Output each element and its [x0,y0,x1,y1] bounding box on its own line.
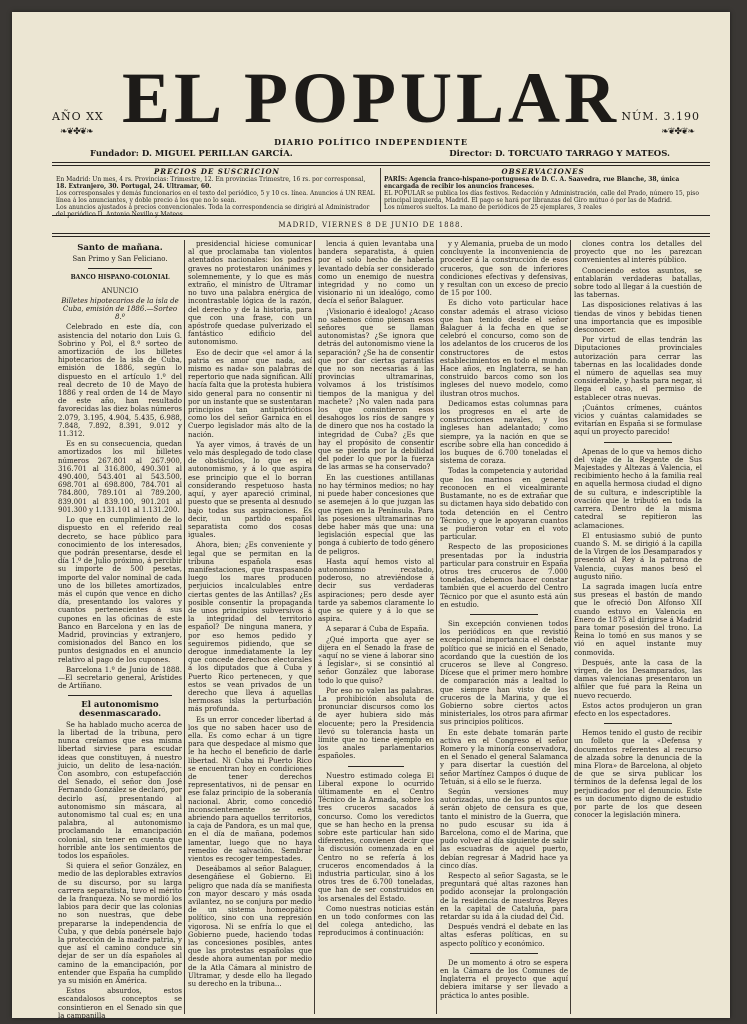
paragraph: Es en su consecuencia, quedan amortizados los mil billetes números 267.801 al 267.900, 316.701 al 316.800, 490.301 al 490.400, 543.401 al 543.500, 698.701 al 698.800, 784.701 al 784.800, 789.101 al 789.200, 839.001 al 839.100, 901.201 al 901.300 y 1.131.101 al 1.131.200. [58,440,182,514]
column-2 [188,240,312,1014]
divider [604,723,672,724]
column-divider [570,240,571,1014]
paragraph: Deseábamos al señor Balaguer, desengáñese el Gobierno. El peligro que nada día se manifiesta con mayor descaro y más osada avilantez, no se conjura por medio de un sistema homeopático político, sino con una represión vigorosa. Ni se enfría lo que el Gobierno puede, haciendo todas las concesiones posibles, antes que las protestas españolas que desde ahora aumentan por medio de la Atla Cámara al ministro de Ultramar, y desde ello ha llegado su derecho en la tribuna... [188,865,312,989]
newspaper-title: EL POPULAR [121,58,621,138]
founder-credit: Fundador: D. MIGUEL PERILLAN GARCÍA. [90,149,293,159]
observations-heading: OBSERVACIONES [501,167,585,176]
column-divider [184,240,185,1014]
paragraph: Todas la competencia y autoridad que los marinos en general reconocen en el vicealmirante Bustamante, no es de extrañar que su dictamen haya sido debatido con toda detención en el Centro Técnico, y que le apoyaran cuantos se pudieron votar en el voto particular. [440,467,568,542]
paragraph: Eso de decir que «el amor á la patria es amor que nada, así mismo es nada» son palabras de repertorio que nada significan. Allí hacía falta que la protesta hubiera sido general para no consentir ni por un instante que se sustentaran principios tan antipatrióticos como los del señor Garnica en el Cuerpo legislador más alto de la nación. [188,348,313,439]
observations-text: EL POPULAR se publica los días festivos. Redacción y Administración, calle del Prado, número 15, piso principal izquierda, Madrid. El pago se hará por libranzas del Giro mútuo ó por las de Madrid. [384,190,699,204]
bank-heading: BANCO HISPANO-COLONIAL [70,274,170,282]
paragraph: y y Alemania, prueba de un modo concluyente la inconveniencia de proceder á la construcción de esos cruceros, que son de inferiores condiciones efectivas y defensivas, y resultan con un exceso de precio de 15 por 100. [440,240,568,298]
divider [470,614,538,615]
article-heading: El autonomismo desenmascarado. [78,700,162,719]
paragraph: Después vendrá el debate en las altas esferas políticas, en su aspecto político y económico. [440,923,568,948]
paragraph: En este debate tomarán parte activa en el Congreso el señor Romero y la minoría conservadora, en el Senado el general Salamanca y para disertar la cuestión del señor Martínez Campos ó duque de Tetuán, si á ello se le fuerza. [440,728,568,786]
column-divider [314,240,315,1014]
paragraph: La sagrada imagen lucía entre sus preseas el bastón de mando que le ofreció Don Alfonso XII cuando estuvo en Valencia en Enero de 1875 al dirigirse á Madrid para tomar posesión del trono. La Reina lo tomó en sus manos y se vió en aquel instante muy conmovida. [574,582,702,657]
notice-heading: ANUNCIO [101,286,139,295]
subscription-prices [56,167,378,218]
paragraph: En las cuestiones antillanas no hay términos medios; no hay ni puede haber concesiones que se asemejen á lo que juzgan las que rigen en la Península. Para las posesiones ultramarinas no debe haber más que una: una legislación especial que las ponga á cubierto de todo género de peligros. [318,473,435,556]
saints-of-day: San Primo y San Feliciano. [72,255,168,264]
column-divider [436,240,437,1014]
divider [88,268,152,269]
paragraph: Estos absurdos, estos escandalosos conceptos se consintieron en el Senado sin que la campanilla [58,987,182,1020]
paragraph: Lo que en cumplimiento de lo dispuesto en el referido real decreto, se hace público para conocimiento de los interesados, que podrán presentarse, desde el día 1.º de Julio próximo, á percibir su importe de 500 pesetas, importe del valor nominal de cada uno de los billetes amortizados, más el cupón que vence en dicho día, presentando los valores y cuantos pertenecientes á sus cupones en las oficinas de este Banco en Barcelona y en las de Madrid, provincias y extranjero, comisionados del Banco en los puntos designados en el anuncio relativo al pago de los cupones. [58,516,182,664]
column-5 [574,240,702,1014]
observations-text: Los números sueltos. La mano de periódicos de 25 ejemplares, 3 reales [384,204,602,211]
paragraph: Según versiones muy autorizadas, uno de los puntos que serán objeto de censura es que, tanto el ministro de la Guerra, que no pudo escusar su ida á Barcelona, como el de Marina, que pudo volver al día siguiente de salir las escuadras de aquel puerto, debían regresar á Madrid hace ya cinco días. [440,788,568,870]
paragraph: Sin excepción convienen todos los periódicos en que revistió excepcional importancia el debate político que se inició en el Senado, acordando que la cuestión de los cruceros se lleve al Congreso. Dícese que el primer mero hombre de comparación más a lealtad lo que siempre han visto de los cruceros de la Marina, y que el Gobierno sobre ciertos actos ministeriales, los otros para afirmar sus principios políticos. [440,619,568,727]
observations-text: PARÍS: Agencia franco-hispano-portuguesa de D. C. A. Saavedra, rue Blanche, 38, única encargada de recibir los anuncios franceses. [384,176,680,190]
notice-subheading: Billetes hipotecarios de la isla de Cuba, emisión de 1886.—Sorteo 8.º [61,296,179,322]
masthead-rule-double [52,165,710,166]
paragraph: lencia á quien levantaba una bandera separatista, á quien por el solo hecho de haberla levantado debía ser considerado como un enemigo de nuestra integridad y no como un visionario ni un idealógo, como decía el señor Balaguer. [318,240,434,306]
newspaper-page [12,12,730,1018]
paragraph: ¡Visionario é idealogo! ¿Acaso no sabemos cómo piensan esos señores que se llaman autonomistas? ¿Se ignora que detrás del autonomismo viene la separación? ¿Se ha de consentir que por dar ciertas garantías que no son necesarias á las provincias ultramarinas, volvamos á los tristísimos tiempos de la manigua y del machete? ¡No valen nada para los que consintieron esos desahogos los ríos de sangre y de dinero que nos ha costado la integridad de Cuba? ¿Es que hay el propósito de consentir que se pierda por la debilidad del poder lo que por la fuerza de las armas se ha conservado? [318,307,434,472]
prices-heading: PRECIOS DE SUSCRICION [154,167,280,176]
paragraph: Hemos tenido el gusto de recibir un folleto que la «Defensa y documentos referentes al recurso de alzada sobre la denuncia de la mina Flora» de Barcelona, al objeto de que se sirva publicar los términos de la defensa legal de los perjudicados por el denuncio. Este es un documento digno de estudio por parte de los que deseen conocer la legislación minera. [574,729,702,820]
paragraph: De un momento á otro se espera en la Cámara de los Comunes de Inglaterra el proyecto que aquí debiera imitarse y ser llevado a práctica lo antes posible. [440,958,568,1000]
paragraph: Por eso no valen las palabras. La prohibición absoluta de pronunciar discursos como los de ayer hubiera sido más elocuente; pero la Presidencia llevó su tolerancia hasta un límite que no tiene ejemplo en los anales parlamentarios españoles. [318,686,434,761]
paragraph: Las disposiciones relativas á las tiendas de vinos y bebidas tienen una importancia que es imposible desconocer. [574,301,702,335]
year-label: AÑO XX [52,110,104,123]
paragraph: Ahora, bien; ¿Es conveniente y legal que se permitan en la tribuna española esas manifestaciones, que traspasando luego los mares producen perjuicios incalculables entre ciertas gentes de las Antillas? ¿Es posible consentir la propaganda de unos principios subversivos á la integridad del territorio español? De ninguna manera, y por eso hemos pedido y seguiremos pidiendo, que se derogue inmediatamente la ley que concede derechos electorales á los diputados que á Cuba y Puerto Rico pertenecen, y que estos se vean privados de un derecho que lleva á aquellas hermosas islas la perturbación más profunda. [188,541,312,714]
newspaper-subtitle: DIARIO POLÍTICO INDEPENDIENTE [274,137,468,147]
column-3 [318,240,434,1014]
paragraph: Ya ayer vimos, á través de un velo más desplegado de todo clase de obstáculos, lo que es el autonomismo, y á lo que aspira ese principio que el lo borran considerando respetuoso hasta aquí, y ayer apareció criminal, puesto que se presenta al desnudo bajo todas sus aspiraciones. Es decir, un partido español separatista como dos cosas iguales. [188,440,312,540]
prices-text: 18. Extranjero, 30. Portugal, 24. Ultramar, 60. [56,183,212,190]
column-1 [58,240,182,1020]
prices-text: En Madrid: Un mes, 4 rs. Provincias: Trimestre, 12. En provincias Trimestre, 16 rs. por corresponsal, [56,176,366,183]
dateline-rule-double [52,236,710,237]
paragraph: ¡Cuántos crímenes, cuántos vicios y cuántas calamidades se evitarían en España si se formulase aquí un proyecto parecido! [574,403,702,437]
paragraph: Barcelona 1.º de Junio de 1888.—El secretario general, Arístides de Artíñano. [58,665,182,691]
paragraph: Respecto de las proposiciones presentadas por la industria particular para construir en España otros tres cruceros de 7.000 toneladas, debemos hacer constar también que el acuerdo del Centro Técnico por que el asunto está aún en estudio. [440,543,568,609]
credits-line [90,149,670,159]
paragraph: clones contra los detalles del proyecto que no les parezcan convenientes al interés público. [574,240,702,265]
paragraph: Se ha hablado mucho acerca de la libertad de la tribuna, pero nunca creíamos que esa misma libertad sirviese para escudar ideas que constituyen, á nuestro juicio, un delito de lesa-nación. Con asombro, con estupefacción del Senado, el señor don José Fernando González se declaró, por decirlo así, presentando al autonomismo sin máscara, al autonomismo tal cual es; en una palabra, al autonomismo proclamando la emancipación colonial, sin tener en cuenta que horrible ante los sentimientos de todos los españoles. [58,720,182,861]
section-heading: Santo de mañana. [77,243,163,253]
paragraph: Es un error conceder libertad á los que no saben hacer uso de ella. Es como echar á un tigre para que despedace al mismo que le ha hecho el beneficio de darle libertad. Ni Cuba ni Puerto Rico se encuentran hoy en condiciones de tener derechos representativos, ni de pensar en ese falaz principio de la soberanía nacional. Abrir, como concedió inconscientemente se está abriendo para aquellos territorios, la caja de Pandora, es un mal que, en el día de mañana, podemos lamentar, luego que no haya remedio de salvación. Sembrar vientos es recoger tempestades. [188,715,312,864]
divider [470,953,538,954]
divider [348,766,404,767]
paragraph: Es dicho voto particular hace constar además el atraso vicioso que han tenido desde el señor Balaguer á la fecha en que se celebró el concurso, como son de los adelantos de los cruceros de los constructores de estos establecimientos en todo el mundo. Hace años, en Inglaterra, se han construido barcos como son los ingleses del nuevo modelo, como ilustran otros muchos. [440,299,568,398]
paragraph: Conociendo estos asuntos, se entablarán verdaderas batallas, sobre todo al llegar á la cuestión de las tabernas. [574,266,702,300]
paragraph: Apenas de lo que va hemos dicho del viaje de la Regente de Sus Majestades y Altezas á Valencia, el recibimiento hecho á la familia real en aquella hermosa ciudad el digno de su cultura, e indescriptible la ovación que le tributó en toda la carrera. Dentro de la misma catedral se repitieron las aclamaciones. [574,447,702,530]
dateline-rule [52,233,710,234]
prices-text: Los anuncios ajustados á precios convencionales. Toda la correspondencia se dirigirá al Administrador del periódico D. Antonio Nevillo y Mateos. [56,204,370,218]
ornament-right: ❧❦✤❦❧ [661,127,694,137]
paragraph: Dedicamos estas columnas para los progresos en el arte de construcciones navales, y los ingleses han adelantado; como siempre, ya la nación en que se escribe sobre ella han concedido á los buques de 6.700 toneladas el sistema de coraza. [440,399,568,466]
paragraph: Estos actos produjeron un gran efecto en los espectadores. [574,701,702,718]
prices-text: Los corresponsales y demás funcionarios en el texto del periódico, 5 y 10 cs. línea. Anuncios á UN REAL línea á los anunciantes, y doble precio á los que no lo sean. [56,190,375,204]
paragraph: A separar á Cuba de España. [326,625,430,634]
paragraph: Como nuestras noticias están en un todo conformes con las del colega antedicho, las reproducimos á continuación: [318,904,434,938]
issue-number: NÚM. 3.190 [621,110,700,123]
paragraph: El entusiasmo subió de punto cuando S. M. se dirigió á la capilla de la Virgen de los Desamparados y presentó al Rey á la patrona de Valencia, cuyas manos besó el augusto niño. [574,531,702,581]
paragraph: Hasta aquí hemos visto al autonomismo recatado, poderoso, no atreviéndose á decir sus verdaderas aspiraciones; pero desde ayer tarde ya sabemos claramente lo que se quiere y á lo que se aspira. [318,557,434,624]
column-4 [440,240,568,1014]
divider [604,442,672,443]
divider [68,695,172,696]
masthead [12,12,730,172]
ornament-left: ❧❦✤❦❧ [60,127,93,137]
paragraph: Por virtud de ellas tendrán las Diputaciones provinciales autorización para cerrar las tabernas en las localidades donde el número de aquellas sea muy considerable, y hasta para negar, si llega el caso, el permiso de establecer otras nuevas. [574,336,702,402]
info-rule [52,215,710,216]
paragraph: presidencial hiciese comunicar al que proclamaba tan violentos atentados nacionales: los padres graves no protestaron unánimes y solemnemente, y lo que es más extraño, el ministro de Ultramar no tuvo una palabra enérgica de incontrastable lógica de la razón, del derecho y de la historia, para que con una frase, con un apóstrofe quedase pulverizado el fantástico edificio del autonomismo. [188,240,312,347]
paragraph: Después, ante la casa de la virgen, de los Desamparados, las damas valencianas presentaron un alfiler que fué para la Reina un nuevo recuerdo. [574,658,702,700]
paragraph: Celebrado en este día, con asistencia del notario don Luis G. Sobrino y Pol, el 8.º sorteo de amortización de los billetes hipotecarios de la isla de Cuba, emisión de 1886, según lo dispuesto en el artículo 1.º del real decreto de 10 de Mayo de 1886 y real orden de 14 de Mayo de este año, han resultado favorecidas las diez bolas números 2.079, 3.195, 4.904, 5.435, 6.988, 7.848, 7.892, 8.391, 9.012 y 11.312. [58,323,182,439]
paragraph: Respecto al señor Sagasta, se le preguntará qué altas razones han podido aconsejar la prolongación de la residencia de nuestros Reyes en la capital de Cataluña, para retardar su ida á la ciudad del Cid. [440,872,568,922]
paragraph: Si quiera el señor González, en medio de las deplorables extravíos de su discurso, por su larga carrera separatista, tuvo el mérito de la franqueza. No se mordió los labios para decir que las colonias no son nuestras, que debe prepararse la independencia de Cuba, y que debía ponérsele bajo la protección de la madre patria, y que así el camino conduce sin dejar de ser un día españoles al camino de la emancipación, por entender que España ha cumplido ya su misión en América. [58,862,182,986]
masthead-rule [52,162,710,163]
observations [384,168,702,212]
paragraph: Nuestro estimado colega El Liberal expone lo ocurrido últimamente en el Centro Técnico de la Armada, sobre los tres cruceros sacados á concurso. Como los veredictos que se han hecho en la prensa sobre este particular han sido diferentes, convienen decir que la discusión comenzada en el Centro no se refería á los cruceros encomendados á la industria particular, sino á los otros tres de 6.700 toneladas, que han de ser construidos en los arsenales del Estado. [318,771,434,903]
paragraph: ¿Qué importa que ayer se dijera en el Senado la frase de «aquí no se viene á laborar sino á legislar», si se consintió al señor González que laborase todo lo que quiso? [318,635,434,685]
dateline: MADRID, VIERNES 8 DE JUNIO DE 1888. [278,221,464,229]
info-divider [380,168,381,212]
director-credit: Director: D. TORCUATO TARRAGO Y MATEOS. [449,149,670,159]
